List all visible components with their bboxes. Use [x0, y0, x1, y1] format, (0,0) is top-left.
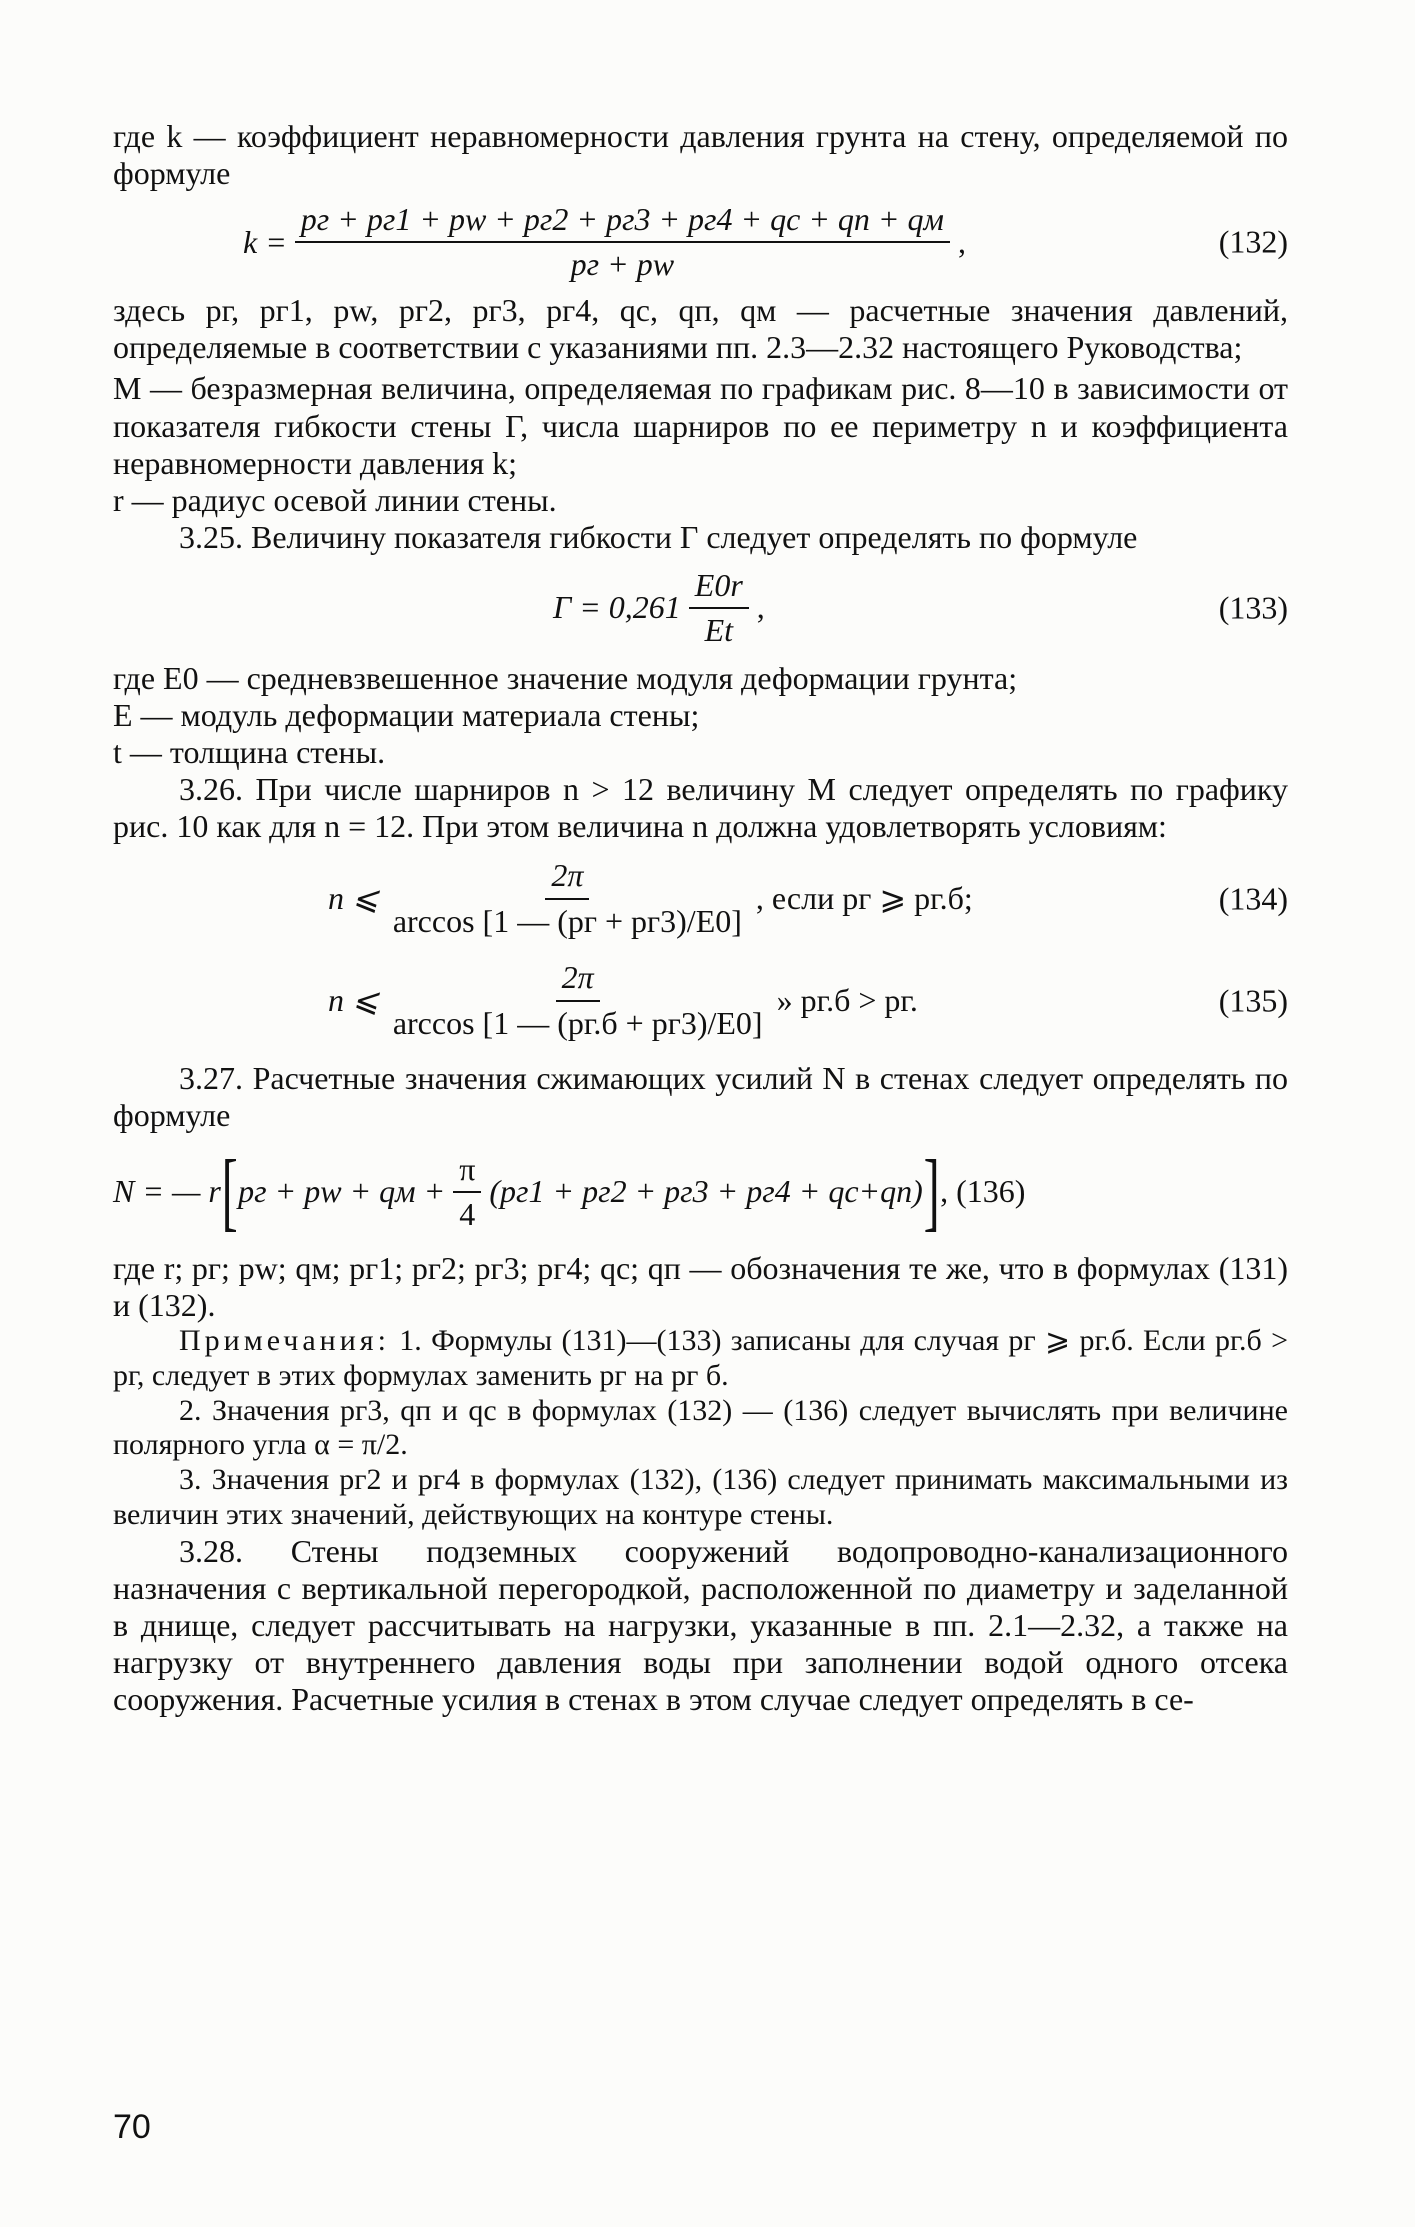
- formula-135-fraction: [387, 959, 769, 1041]
- paragraph-pressures: здесь pг, pг1, pw, pг2, pг3, pг4, qс, qп, qм — расчетные значения давлений, определяемые в соответствии с указаниями пп. 2.3—2.32 настоящего Руководства;: [113, 292, 1288, 366]
- formula-134: [113, 850, 1288, 948]
- paragraph-3-27: 3.27. Расчетные значения сжимающих усилий N в стенах следует определять по формуле: [113, 1059, 1288, 1133]
- formula-136-part1: pг + pw + qм +: [238, 1173, 446, 1210]
- formula-136-fraction: [453, 1151, 481, 1233]
- paragraph-t-definition: t — толщина стены.: [113, 734, 386, 771]
- right-bracket: ]: [923, 1142, 940, 1240]
- formula-134-denominator: arccos [1 — (pг + pг3)/E0]: [392, 902, 742, 939]
- formula-135: [113, 952, 1288, 1050]
- paragraph-3-26: 3.26. При числе шарниров n > 12 величину M следует определять по графику рис. 10 как для n = 12. При этом величина n должна удовлетворять условиям:: [113, 771, 1288, 845]
- page-content: [113, 118, 1288, 1718]
- formula-135-condition: » pг.б > pг.: [776, 981, 918, 1018]
- formula-134-fraction: [387, 857, 748, 939]
- formula-135-denominator: arccos [1 — (pг.б + pг3)/E0]: [392, 1004, 763, 1041]
- paragraph-notation: где r; pг; pw; qм; pг1; pг2; pг3; pг4; qс; qп — обозначения те же, что в формулах (131) и (132).: [113, 1249, 1288, 1323]
- formula-136-pi: π: [453, 1151, 481, 1193]
- formula-132: k = $\frac{pг + pг1 + pw + pг2 + pг3 + pг4 + qс + qп + qм}{pг + pw}$ , (132): [243, 201, 1288, 283]
- formula-136-part2: (pг1 + pг2 + pг3 + pг4 + qс+qп): [489, 1173, 923, 1210]
- left-bracket: [: [221, 1142, 238, 1240]
- formula-132-fraction: [295, 201, 950, 283]
- formula-136: [113, 1138, 1288, 1246]
- paragraph-k-definition: где k — коэффициент неравномерности давления грунта на стену, определяемой по формуле: [113, 118, 1288, 192]
- formula-132-numerator: pг + pг1 + pw + pг2 + pг3 + pг4 + qс + qп + qм: [295, 201, 950, 243]
- formula-136-number: , (136): [940, 1173, 1026, 1210]
- formula-133-numerator: E0r: [689, 567, 749, 609]
- notes-block: [113, 1324, 1288, 1533]
- formula-133-denominator: Et: [704, 611, 734, 648]
- formula-135-numerator: 2π: [556, 959, 600, 1001]
- paragraph-M-definition: M — безразмерная величина, определяемая по графикам рис. 8—10 в зависимости от показателя гибкости стены Г, числа шарниров по ее периметру n и коэффициента неравномерности давления k;: [113, 370, 1288, 481]
- formula-134-lhs: n ⩽: [328, 879, 379, 916]
- formula-133-comma: ,: [756, 589, 765, 626]
- formula-136-lhs: N = — r: [113, 1173, 221, 1210]
- page-number: 70: [113, 2108, 151, 2146]
- formula-134-number: (134): [1218, 879, 1288, 916]
- note-3: 3. Значения pг2 и pг4 в формулах (132), (136) следует принимать максимальными из величин этих значений, действующих на контуре стены.: [113, 1463, 1288, 1531]
- formula-133-number: (133): [1218, 589, 1288, 626]
- paragraph-E-definition: E — модуль деформации материала стены;: [113, 697, 700, 734]
- formula-135-lhs: n ⩽: [328, 981, 379, 1018]
- paragraph-3-28: 3.28. Стены подземных сооружений водопроводно-канализационного назначения с вертикальной перегородкой, расположенной по диаметру и заделанной в днище, следует рассчитывать на нагрузки, указанные в пп. 2.1—2.32, а также на нагрузку от внутреннего давления воды при заполнении водой одного отсека сооружения. Расчетные усилия в стенах в этом случае следует определять в се-: [113, 1532, 1288, 1718]
- formula-133-lhs: Г = 0,261: [553, 589, 681, 626]
- formula-134-numerator: 2π: [545, 857, 589, 899]
- formula-136-four: 4: [459, 1195, 476, 1232]
- notes-label: Примечания:: [179, 1323, 390, 1357]
- formula-132-lhs: k =: [243, 223, 287, 260]
- formula-132-denominator: pг + pw: [570, 246, 675, 283]
- formula-135-number: (135): [1218, 981, 1288, 1018]
- formula-133: [113, 560, 1288, 656]
- paragraph-E0-definition: где E0 — средневзвешенное значение модуля деформации грунта;: [113, 659, 1018, 696]
- note-1-text: 1. Формулы (131)—(133) записаны для случая pг ⩾ pг.б. Если pг.б > pг, следует в этих формулах заменить pг на pг б.: [113, 1323, 1288, 1392]
- note-2: 2. Значения pг3, qп и qс в формулах (132) — (136) следует вычислять при величине полярного угла α = π/2.: [113, 1393, 1288, 1462]
- paragraph-3-25: 3.25. Величину показателя гибкости Г следует определять по формуле: [179, 518, 1138, 555]
- formula-133-fraction: [689, 567, 749, 649]
- formula-132-number: (132): [1218, 223, 1288, 260]
- formula-134-condition: , если pг ⩾ pг.б;: [755, 879, 973, 916]
- paragraph-r-definition: r — радиус осевой линии стены.: [113, 481, 557, 518]
- note-1: [113, 1324, 1288, 1394]
